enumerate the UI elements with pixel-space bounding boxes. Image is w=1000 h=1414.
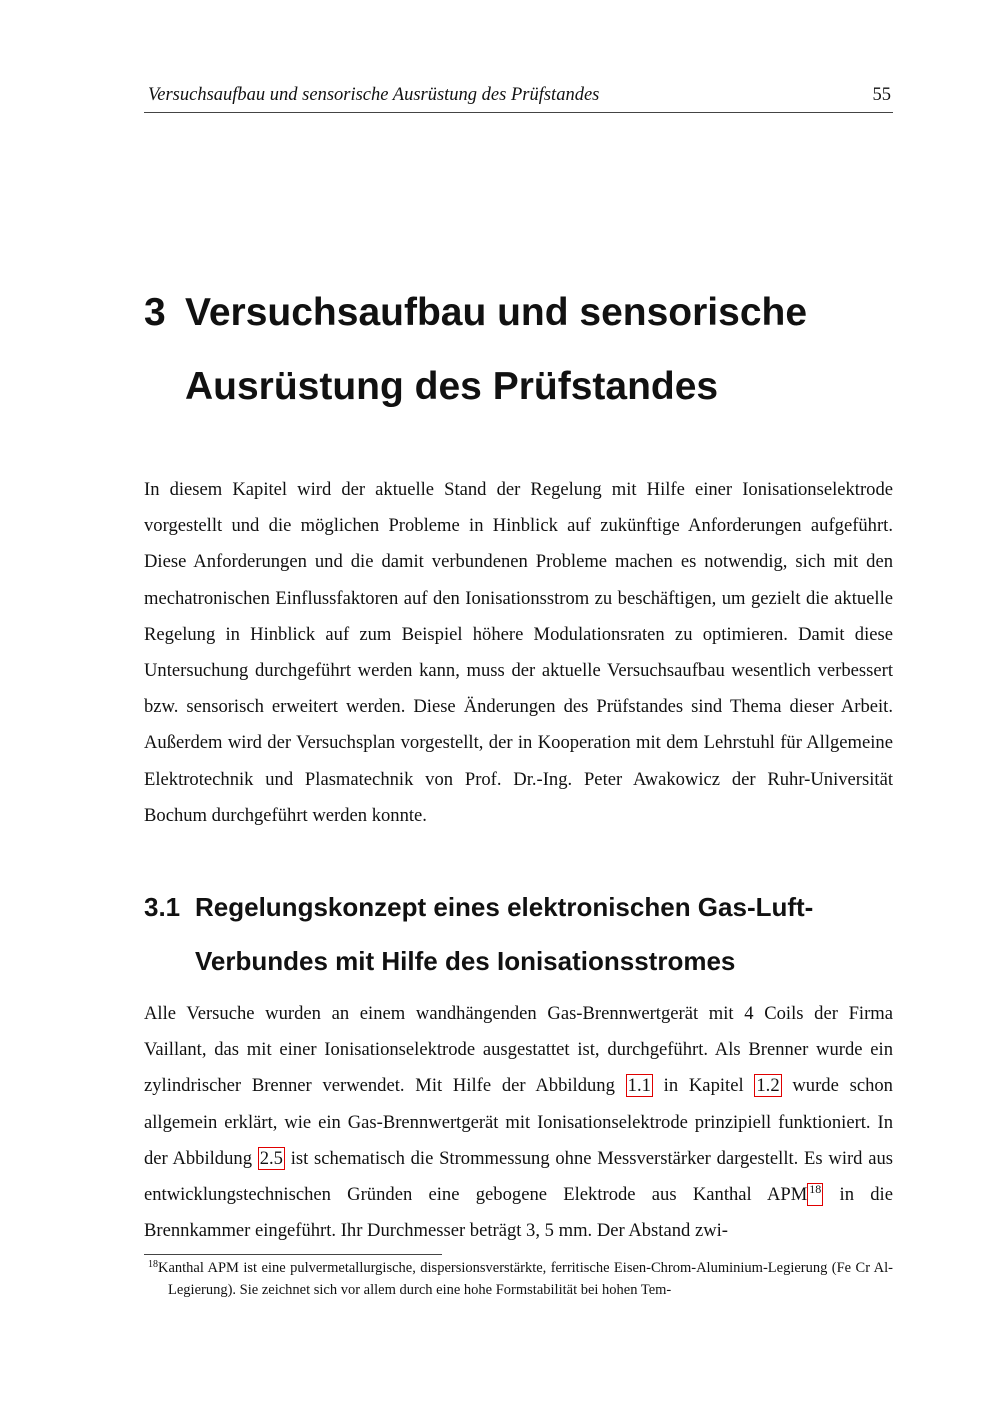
footnote-number: 18 bbox=[148, 1259, 158, 1270]
footnote-mark: 18 bbox=[809, 1182, 822, 1197]
footnote-reference-link[interactable] bbox=[807, 1183, 823, 1206]
section-paragraph bbox=[144, 996, 893, 1249]
section-title: Regelungskonzept eines elektronischen Gas-Luft-Verbundes mit Hilfe des Ionisationsstromes bbox=[195, 892, 814, 976]
paragraph-text: in Kapitel bbox=[652, 1075, 755, 1097]
paragraph-text: ist schematisch die Strommessung ohne Messverstärker dargestellt. Es wird aus entwicklungstechnischen Gründen eine gebogene Elektrode aus Kanthal APM bbox=[144, 1147, 893, 1206]
section-number: 3.1 bbox=[144, 892, 181, 922]
footnote-text: Kanthal APM ist eine pulvermetallurgische, dispersionsverstärkte, ferritische Eisen-Chrom-Aluminium-Legierung (Fe Cr Al-Legierung). Sie zeichnet sich vor allem durch eine hohe Formstabilität bei hohen Tem- bbox=[158, 1260, 893, 1298]
footnote bbox=[148, 1257, 893, 1301]
paragraph-text: in die Brennkammer eingeführt. Ihr Durchmesser beträgt 3, 5 mm. Der Abstand zwi- bbox=[144, 1184, 893, 1242]
chapter-title: Versuchsaufbau und sensorische Ausrüstung des Prüfstandes bbox=[185, 291, 808, 408]
chapter-reference-link[interactable]: 1.2 bbox=[756, 1075, 780, 1097]
paragraph-text: wurde schon allgemein erklärt, wie ein Gas-Brennwertgerät mit Ionisationselektrode prinzipiell funktioniert. In der Abbildung bbox=[144, 1075, 893, 1169]
running-header bbox=[144, 84, 893, 113]
page-number: 55 bbox=[872, 85, 891, 105]
footnote-divider bbox=[144, 1254, 442, 1255]
figure-reference-link[interactable]: 1.1 bbox=[627, 1075, 651, 1097]
paragraph-text: Alle Versuche wurden an einem wandhängenden Gas-Brennwertgerät mit 4 Coils der Firma Vaillant, das mit einer Ionisationselektrode ausgestattet ist, durchgeführt. Als Brenner wurde ein zylindrischer Brenner verwendet. Mit Hilfe der Abbildung bbox=[144, 1003, 893, 1097]
figure-reference-link[interactable]: 2.5 bbox=[259, 1147, 283, 1169]
chapter-number: 3 bbox=[144, 291, 166, 334]
intro-paragraph: In diesem Kapitel wird der aktuelle Stand der Regelung mit Hilfe einer Ionisationselektrode vorgestellt und die möglichen Probleme in Hinblick auf zukünftige Anforderungen aufgeführt. Diese Anforderungen und die damit verbundenen Probleme machen es notwendig, sich mit den mechatronischen Einflussfaktoren auf den Ionisationsstrom zu beschäftigen, um gezielt die aktuelle Regelung in Hinblick auf zum Beispiel höhere Modulationsraten zu optimieren. Damit diese Untersuchung durchgeführt werden kann, muss der aktuelle Versuchsaufbau wesentlich verbessert bzw. sensorisch erweitert werden. Diese Änderungen des Prüfstandes sind Thema dieser Arbeit. Außerdem wird der Versuchsplan vorgestellt, der in Kooperation mit dem Lehrstuhl für Allgemeine Elektrotechnik und Plasmatechnik von Prof. Dr.-Ing. Peter Awakowicz der Ruhr-Universität Bochum durchgeführt werden konnte. bbox=[144, 479, 893, 826]
running-title: Versuchsaufbau und sensorische Ausrüstung des Prüfstandes bbox=[148, 85, 600, 105]
